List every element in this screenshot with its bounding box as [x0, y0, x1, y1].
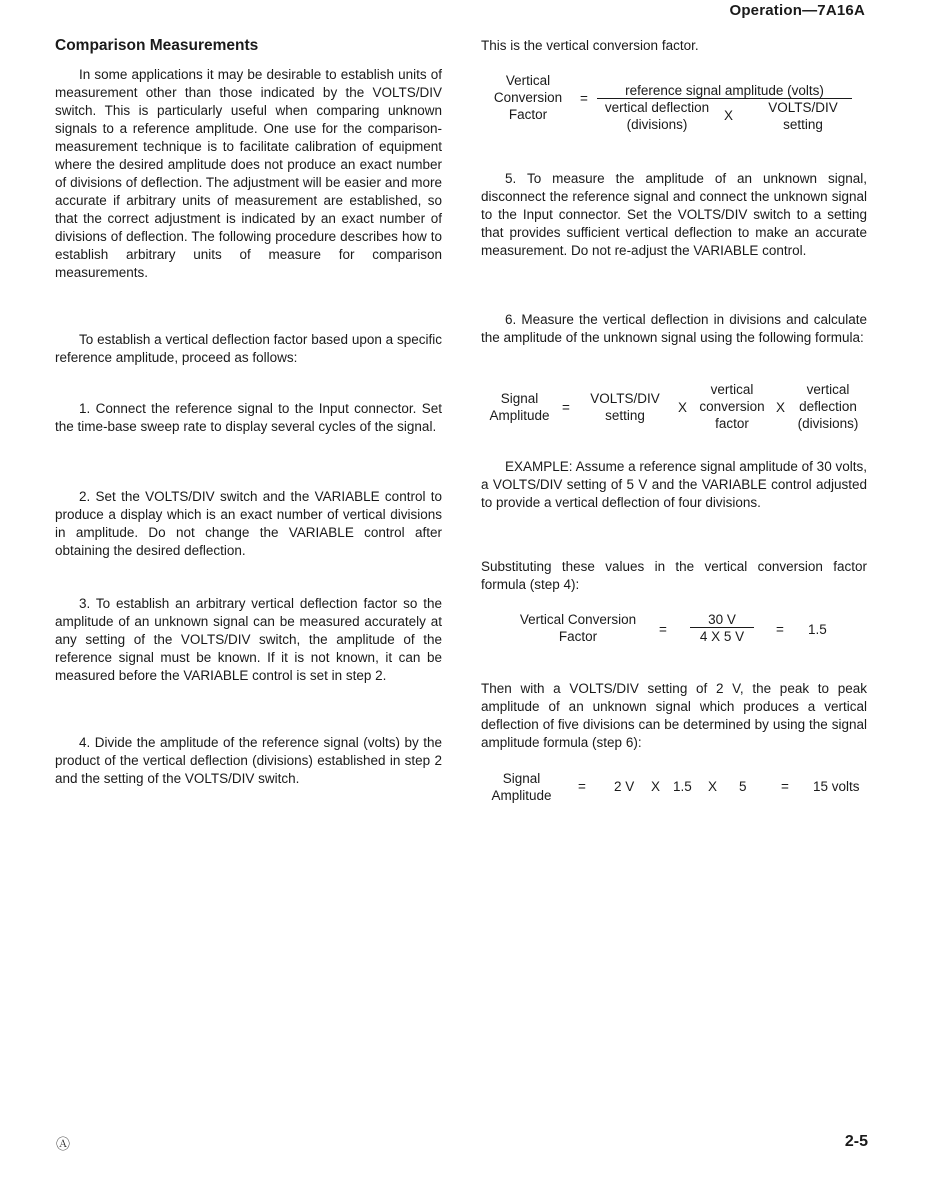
formula3-result: 1.5	[808, 622, 827, 637]
formula2-times-2: X	[776, 400, 786, 415]
formula4-times-2: X	[708, 779, 718, 794]
example-paragraph: EXAMPLE: Assume a reference signal amplitude of 30 volts, a VOLTS/DIV setting of 5 V and the VARIABLE control adjusted to provide a vertical deflection of four divisions.	[481, 459, 867, 510]
step-2-paragraph: 2. Set the VOLTS/DIV switch and the VARIABLE control to produce a display which is an exact number of vertical divisions in amplitude. Do not change the VARIABLE control after obtaining the desired deflection.	[55, 489, 442, 558]
step-5-paragraph: 5. To measure the amplitude of an unknown signal, disconnect the reference signal and connect the unknown signal to the Input connector. Set the VOLTS/DIV switch to a setting that provides sufficient vertical deflection to make an accurate measurement. Do not re-adjust the VARIABLE control.	[481, 171, 867, 258]
formula4-value-b: 1.5	[673, 779, 692, 794]
formula2-lhs: Signal Amplitude	[489, 391, 550, 423]
section-heading: Comparison Measurements	[55, 37, 259, 54]
formula3-equals-1: =	[659, 622, 667, 637]
step-1-paragraph: 1. Connect the reference signal to the Input connector. Set the time-base sweep rate to display several cycles of the signal.	[55, 401, 442, 434]
formula4-times-1: X	[651, 779, 661, 794]
step-4-paragraph: 4. Divide the amplitude of the reference signal (volts) by the product of the vertical deflection (divisions) established in step 2 and the setting of the VOLTS/DIV switch.	[55, 735, 442, 786]
formula1-numerator: reference signal amplitude (volts)	[625, 83, 824, 98]
formula3-equals-2: =	[776, 622, 784, 637]
formula4-result: 15 volts	[813, 779, 860, 794]
formula1-denominator-b: VOLTS/DIV setting	[768, 100, 838, 132]
page-number: 2-5	[844, 1133, 868, 1150]
formula2-term-deflection: vertical deflection (divisions)	[797, 382, 859, 431]
formula2-term-conversion: vertical conversion factor	[699, 382, 765, 431]
formula4-value-c: 5	[739, 779, 747, 794]
conversion-intro: This is the vertical conversion factor.	[481, 38, 699, 53]
formula1-lhs: Vertical Conversion Factor	[493, 73, 563, 122]
formula1-equals: =	[580, 91, 588, 106]
formula2-term-volts-div: VOLTS/DIV setting	[590, 391, 660, 423]
formula1-times: X	[724, 108, 734, 123]
page-header-title: Operation—7A16A	[729, 2, 865, 19]
formula2-times-1: X	[678, 400, 688, 415]
formula4-equals-1: =	[578, 779, 586, 794]
formula3-denominator: 4 X 5 V	[699, 629, 745, 644]
formula4-lhs: Signal Amplitude	[491, 771, 552, 803]
formula4-value-a: 2 V	[614, 779, 635, 794]
formula3-numerator: 30 V	[708, 612, 736, 627]
intro-paragraph: In some applications it may be desirable to establish units of measurement other than those indicated by the VOLTS/DIV switch. This is particularly useful when comparing unknown signals to a reference amplitude. One use for the comparison-measurement technique is to facilitate calibration of equipment where the desired amplitude does not produce an exact number of divisions of deflection. The adjustment will be easier and more accurate if arbitrary units of measurement are established, so that the correct adjustment is indicated by an exact number of divisions of deflection. The following procedure describes how to establish arbitrary units of measure for comparison measurements.	[55, 67, 442, 280]
then-paragraph: Then with a VOLTS/DIV setting of 2 V, the peak to peak amplitude of an unknown signal which produces a vertical deflection of five divisions can be determined by using the signal amplitude formula (step 6):	[481, 681, 867, 750]
footer-symbol: Ⓐ	[56, 1136, 70, 1152]
substituting-paragraph: Substituting these values in the vertical conversion factor formula (step 4):	[481, 559, 867, 592]
formula2-equals: =	[562, 400, 570, 415]
formula4-equals-2: =	[781, 779, 789, 794]
step-6-paragraph: 6. Measure the vertical deflection in divisions and calculate the amplitude of the unknown signal using the following formula:	[481, 312, 867, 345]
formula3-lhs: Vertical Conversion Factor	[519, 612, 637, 644]
establish-paragraph: To establish a vertical deflection factor based upon a specific reference amplitude, proceed as follows:	[55, 332, 442, 365]
formula1-denominator-a: vertical deflection (divisions)	[604, 100, 710, 132]
step-3-paragraph: 3. To establish an arbitrary vertical deflection factor so the amplitude of an unknown signal can be measured accurately at any setting of the VOLTS/DIV switch, the amplitude of the reference signal must be known. If it is not known, it can be measured before the VARIABLE control is set in step 2.	[55, 596, 442, 683]
